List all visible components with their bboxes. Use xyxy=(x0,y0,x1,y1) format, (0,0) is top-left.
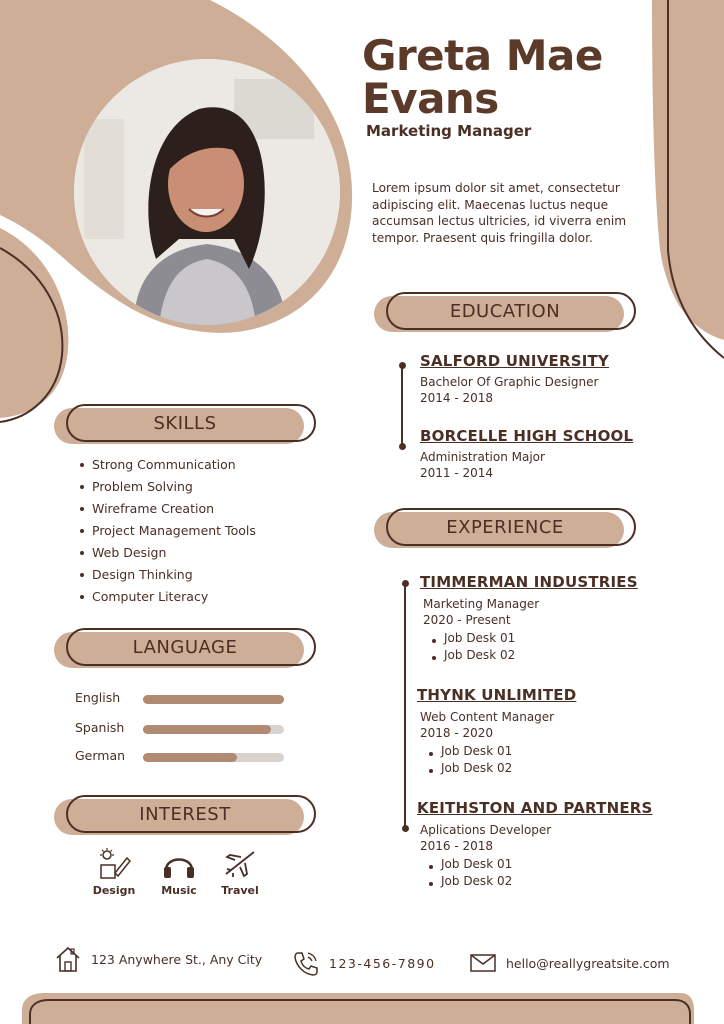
language-level-bar xyxy=(143,753,237,762)
language-row-spanish xyxy=(75,720,295,736)
list-item: Problem Solving xyxy=(76,476,256,498)
headphones-icon xyxy=(162,848,196,880)
timeline-dot xyxy=(399,443,406,450)
timeline-dot xyxy=(402,825,409,832)
intro-paragraph: Lorem ipsum dolor sit amet, consectetur adipiscing elit. Maecenas luctus neque accumsan lectus ultricies, id viverra enim tempor. Praesent quis fringilla dolor. xyxy=(372,181,627,245)
job-title: Marketing Manager xyxy=(423,597,540,611)
list-item: Strong Communication xyxy=(76,454,256,476)
degree: Administration Major xyxy=(420,450,545,464)
language-track xyxy=(143,725,284,734)
timeline-dot xyxy=(402,580,409,587)
list-item: Computer Literacy xyxy=(76,586,256,608)
airplane-icon xyxy=(223,848,257,880)
experience-entry xyxy=(417,799,653,890)
skills-heading: SKILLS xyxy=(54,404,316,442)
full-name xyxy=(362,31,603,123)
experience-entry xyxy=(420,573,638,664)
language-track xyxy=(143,753,284,762)
language-name: Spanish xyxy=(75,720,125,735)
education-timeline xyxy=(401,366,403,446)
phone-icon xyxy=(293,950,319,976)
education-entry xyxy=(420,427,633,481)
last-name: Evans xyxy=(362,74,499,123)
language-heading: LANGUAGE xyxy=(54,628,316,666)
years: 2020 - Present xyxy=(423,613,511,627)
first-name: Greta Mae xyxy=(362,31,603,80)
years: 2011 - 2014 xyxy=(420,466,494,480)
language-track xyxy=(143,695,284,704)
contact-address xyxy=(55,945,262,973)
school-name: BORCELLE HIGH SCHOOL xyxy=(420,427,634,445)
timeline-dot xyxy=(399,362,406,369)
experience-timeline xyxy=(404,584,406,829)
company-name: KEITHSTON AND PARTNERS xyxy=(417,799,653,817)
education-heading: EDUCATION xyxy=(374,292,636,330)
degree: Bachelor Of Graphic Designer xyxy=(420,375,599,389)
design-icon xyxy=(97,848,131,880)
skills-list xyxy=(76,454,256,608)
interest-label: Design xyxy=(92,884,136,897)
email-text: hello@reallygreatsite.com xyxy=(506,955,670,971)
language-name: English xyxy=(75,690,121,705)
school-name: SALFORD UNIVERSITY xyxy=(420,352,609,370)
years: 2018 - 2020 xyxy=(420,726,494,740)
job-duties xyxy=(425,856,653,890)
job-title: Marketing Manager xyxy=(366,122,532,140)
list-item: Job Desk 01 xyxy=(428,630,638,647)
interest-music xyxy=(149,848,209,897)
list-item: Wireframe Creation xyxy=(76,498,256,520)
language-name: German xyxy=(75,748,126,763)
contact-email[interactable] xyxy=(470,954,670,972)
list-item: Design Thinking xyxy=(76,564,256,586)
list-item: Web Design xyxy=(76,542,256,564)
language-row-english xyxy=(75,690,295,706)
interest-heading: INTEREST xyxy=(54,795,316,833)
language-level-bar xyxy=(143,725,271,734)
envelope-icon xyxy=(470,954,496,972)
contact-phone[interactable] xyxy=(293,950,436,976)
list-item: Job Desk 02 xyxy=(428,647,638,664)
interest-design xyxy=(84,848,144,897)
list-item: Job Desk 01 xyxy=(425,856,653,873)
list-item: Job Desk 01 xyxy=(425,743,576,760)
education-entry xyxy=(420,352,609,406)
company-name: THYNK UNLIMITED xyxy=(417,686,577,704)
years: 2016 - 2018 xyxy=(420,839,494,853)
job-duties xyxy=(425,743,576,777)
list-item: Job Desk 02 xyxy=(425,873,653,890)
phone-text: 123-456-7890 xyxy=(329,955,436,971)
job-duties xyxy=(428,630,638,664)
years: 2014 - 2018 xyxy=(420,391,494,405)
house-icon xyxy=(55,945,81,973)
list-item: Project Management Tools xyxy=(76,520,256,542)
interest-travel xyxy=(210,848,270,897)
list-item: Job Desk 02 xyxy=(425,760,576,777)
profile-photo xyxy=(74,59,340,325)
language-level-bar xyxy=(143,695,284,704)
experience-entry xyxy=(417,686,576,777)
company-name: TIMMERMAN INDUSTRIES xyxy=(420,573,638,591)
job-title: Aplications Developer xyxy=(420,823,552,837)
interest-label: Music xyxy=(161,884,197,897)
address-text: 123 Anywhere St., Any City xyxy=(91,951,263,967)
experience-heading: EXPERIENCE xyxy=(374,508,636,546)
language-row-german xyxy=(75,748,295,764)
interest-label: Travel xyxy=(221,884,259,897)
job-title: Web Content Manager xyxy=(420,710,555,724)
